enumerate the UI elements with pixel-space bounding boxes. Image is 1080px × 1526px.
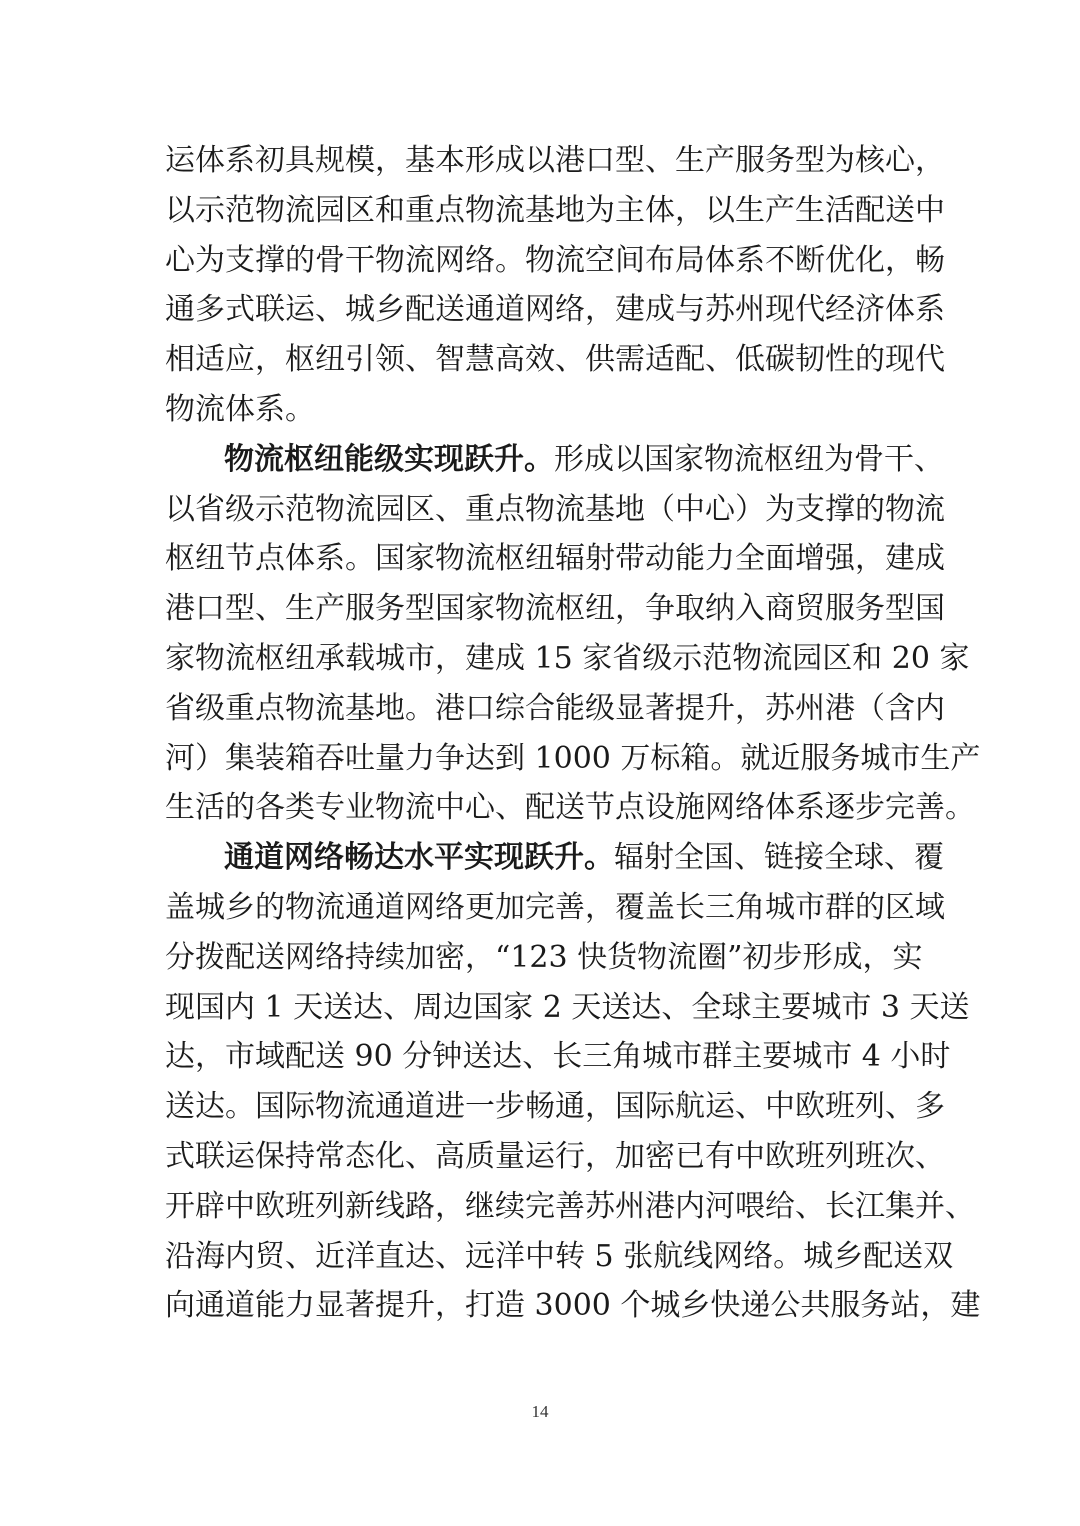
text-segment: 辐射全国、链接全球、覆	[614, 840, 944, 876]
paragraph-heading-line	[165, 435, 944, 485]
text-line: 省级重点物流基地。港口综合能级显著提升，苏州港（含内	[165, 690, 945, 726]
text-line: 送达。国际物流通道进一步畅通，国际航运、中欧班列、多	[165, 1089, 945, 1125]
text-line: 枢纽节点体系。国家物流枢纽辐射带动能力全面增强，建成	[165, 541, 945, 577]
paragraph-lead-hub-upgrade: 物流枢纽能级实现跃升。	[224, 441, 554, 477]
text-line: 开辟中欧班列新线路，继续完善苏州港内河喂给、长江集并、	[165, 1188, 975, 1224]
text-line: 河）集装箱吞吐量力争达到 1000 万标箱。就近服务城市生产	[165, 740, 981, 776]
text-line: 向通道能力显著提升，打造 3000 个城乡快递公共服务站，建	[165, 1288, 981, 1324]
text-line: 式联运保持常态化、高质量运行，加密已有中欧班列班次、	[165, 1138, 945, 1174]
text-line: 物流体系。	[165, 391, 315, 427]
text-line: 达，市域配送 90 分钟送达、长三角城市群主要城市 4 小时	[165, 1039, 951, 1075]
page-number: 14	[531, 1402, 549, 1421]
text-line: 运体系初具规模，基本形成以港口型、生产服务型为核心，	[165, 143, 945, 178]
text-line: 港口型、生产服务型国家物流枢纽，争取纳入商贸服务型国	[165, 591, 945, 627]
text-line: 以省级示范物流园区、重点物流基地（中心）为支撑的物流	[165, 491, 945, 527]
text-line: 心为支撑的骨干物流网络。物流空间布局体系不断优化，畅	[165, 242, 945, 278]
paragraph-heading-line	[165, 833, 944, 883]
text-line: 分拨配送网络持续加密，“123 快货物流圈”初步形成，实	[165, 939, 923, 975]
text-line: 相适应，枢纽引领、智慧高效、供需适配、低碳韧性的现代	[165, 342, 945, 378]
text-line: 家物流枢纽承载城市，建成 15 家省级示范物流园区和 20 家	[165, 640, 970, 676]
body-text	[165, 136, 981, 1331]
text-line: 以示范物流园区和重点物流基地为主体，以生产生活配送中	[165, 192, 945, 228]
text-line: 盖城乡的物流通道网络更加完善，覆盖长三角城市群的区域	[165, 889, 945, 925]
paragraph-lead-channel-network: 通道网络畅达水平实现跃升。	[224, 840, 614, 876]
text-segment: 形成以国家物流枢纽为骨干、	[554, 441, 944, 477]
text-line: 生活的各类专业物流中心、配送节点设施网络体系逐步完善。	[165, 790, 975, 826]
text-line: 通多式联运、城乡配送通道网络，建成与苏州现代经济体系	[165, 292, 945, 328]
text-line: 现国内 1 天送达、周边国家 2 天送达、全球主要城市 3 天送	[165, 989, 970, 1025]
text-line: 沿海内贸、近洋直达、远洋中转 5 张航线网络。城乡配送双	[165, 1238, 954, 1274]
